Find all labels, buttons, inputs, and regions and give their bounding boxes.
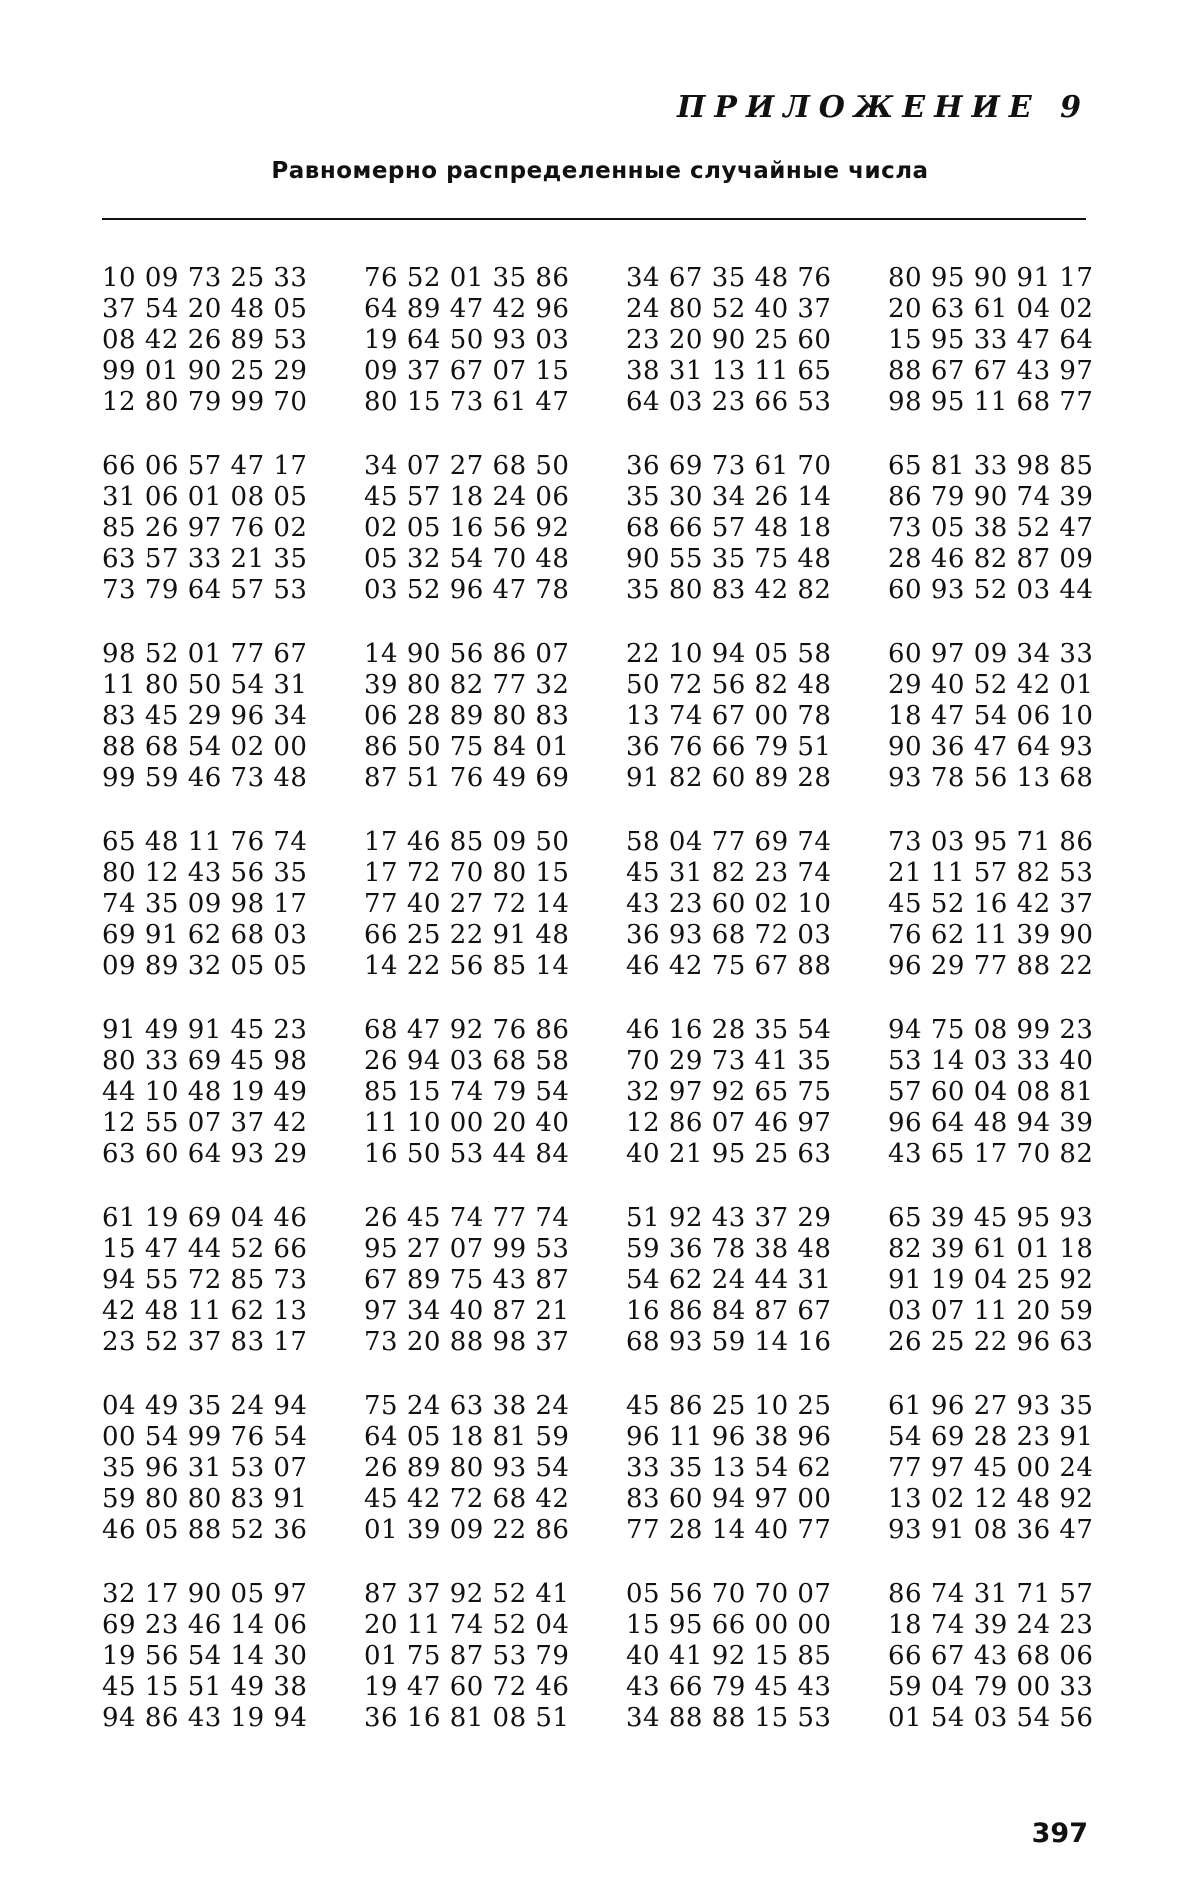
number-row: 94 55 72 85 73	[102, 1265, 308, 1295]
number-block	[364, 451, 626, 639]
number-block	[888, 1015, 1150, 1203]
number-row: 05 56 70 70 07	[626, 1579, 832, 1609]
number-row: 44 10 48 19 49	[102, 1077, 308, 1107]
number-row: 34 67 35 48 76	[626, 263, 832, 293]
number-row: 35 96 31 53 07	[102, 1453, 308, 1483]
number-row: 66 67 43 68 06	[888, 1641, 1094, 1671]
number-row: 63 57 33 21 35	[102, 544, 308, 574]
number-row: 68 47 92 76 86	[364, 1015, 570, 1045]
number-row: 01 39 09 22 86	[364, 1515, 570, 1545]
number-row: 69 23 46 14 06	[102, 1610, 308, 1640]
number-row: 88 68 54 02 00	[102, 732, 308, 762]
number-row: 66 25 22 91 48	[364, 920, 570, 950]
number-row: 40 21 95 25 63	[626, 1139, 832, 1169]
number-row: 36 69 73 61 70	[626, 451, 832, 481]
number-row: 34 07 27 68 50	[364, 451, 570, 481]
number-row: 93 78 56 13 68	[888, 763, 1094, 793]
number-row: 05 32 54 70 48	[364, 544, 570, 574]
number-row: 96 11 96 38 96	[626, 1422, 832, 1452]
number-row: 15 95 66 00 00	[626, 1610, 832, 1640]
number-row: 99 01 90 25 29	[102, 356, 308, 386]
row-group	[102, 1015, 1098, 1203]
number-row: 82 39 61 01 18	[888, 1234, 1094, 1264]
number-block	[364, 639, 626, 827]
number-row: 59 04 79 00 33	[888, 1672, 1094, 1702]
number-row: 36 16 81 08 51	[364, 1703, 570, 1733]
number-block	[626, 451, 888, 639]
number-block	[888, 451, 1150, 639]
number-row: 83 45 29 96 34	[102, 701, 308, 731]
number-row: 26 94 03 68 58	[364, 1046, 570, 1076]
random-numbers-table	[102, 263, 1098, 1767]
number-row: 80 15 73 61 47	[364, 387, 570, 417]
number-row: 70 29 73 41 35	[626, 1046, 832, 1076]
number-row: 26 25 22 96 63	[888, 1327, 1094, 1357]
number-block	[102, 827, 364, 1015]
number-block	[364, 1579, 626, 1767]
number-row: 75 24 63 38 24	[364, 1391, 570, 1421]
number-row: 69 91 62 68 03	[102, 920, 308, 950]
number-row: 18 47 54 06 10	[888, 701, 1094, 731]
number-row: 64 89 47 42 96	[364, 294, 570, 324]
number-row: 11 80 50 54 31	[102, 670, 308, 700]
number-row: 46 16 28 35 54	[626, 1015, 832, 1045]
number-block	[626, 827, 888, 1015]
number-block	[888, 1391, 1150, 1579]
number-row: 99 59 46 73 48	[102, 763, 308, 793]
number-row: 85 26 97 76 02	[102, 513, 308, 543]
number-row: 15 47 44 52 66	[102, 1234, 308, 1264]
number-row: 86 79 90 74 39	[888, 482, 1094, 512]
number-row: 60 93 52 03 44	[888, 575, 1094, 605]
number-block	[364, 1391, 626, 1579]
number-row: 19 47 60 72 46	[364, 1672, 570, 1702]
number-row: 36 93 68 72 03	[626, 920, 832, 950]
number-row: 87 37 92 52 41	[364, 1579, 570, 1609]
number-row: 45 42 72 68 42	[364, 1484, 570, 1514]
number-row: 34 88 88 15 53	[626, 1703, 832, 1733]
row-group	[102, 263, 1098, 451]
number-row: 37 54 20 48 05	[102, 294, 308, 324]
number-row: 23 20 90 25 60	[626, 325, 832, 355]
number-row: 73 79 64 57 53	[102, 575, 308, 605]
number-row: 43 66 79 45 43	[626, 1672, 832, 1702]
number-block	[626, 1391, 888, 1579]
number-row: 11 10 00 20 40	[364, 1108, 570, 1138]
number-row: 00 54 99 76 54	[102, 1422, 308, 1452]
number-block	[888, 827, 1150, 1015]
number-row: 51 92 43 37 29	[626, 1203, 832, 1233]
number-block	[888, 263, 1150, 451]
number-row: 57 60 04 08 81	[888, 1077, 1094, 1107]
number-row: 54 62 24 44 31	[626, 1265, 832, 1295]
number-row: 88 67 67 43 97	[888, 356, 1094, 386]
number-block	[364, 827, 626, 1015]
number-row: 06 28 89 80 83	[364, 701, 570, 731]
number-row: 65 39 45 95 93	[888, 1203, 1094, 1233]
number-row: 98 52 01 77 67	[102, 639, 308, 669]
number-row: 91 19 04 25 92	[888, 1265, 1094, 1295]
number-row: 68 93 59 14 16	[626, 1327, 832, 1357]
number-row: 13 02 12 48 92	[888, 1484, 1094, 1514]
number-row: 76 62 11 39 90	[888, 920, 1094, 950]
number-row: 45 31 82 23 74	[626, 858, 832, 888]
number-row: 60 97 09 34 33	[888, 639, 1094, 669]
number-row: 45 57 18 24 06	[364, 482, 570, 512]
number-row: 19 56 54 14 30	[102, 1641, 308, 1671]
number-row: 08 42 26 89 53	[102, 325, 308, 355]
page-number: 397	[1031, 1818, 1088, 1849]
number-row: 45 86 25 10 25	[626, 1391, 832, 1421]
number-row: 74 35 09 98 17	[102, 889, 308, 919]
number-row: 22 10 94 05 58	[626, 639, 832, 669]
number-row: 29 40 52 42 01	[888, 670, 1094, 700]
appendix-label: ПРИЛОЖЕНИЕ 9	[676, 90, 1090, 125]
row-group	[102, 1203, 1098, 1391]
number-row: 77 40 27 72 14	[364, 889, 570, 919]
number-row: 14 90 56 86 07	[364, 639, 570, 669]
number-row: 77 97 45 00 24	[888, 1453, 1094, 1483]
number-row: 26 45 74 77 74	[364, 1203, 570, 1233]
number-row: 46 05 88 52 36	[102, 1515, 308, 1545]
number-row: 45 15 51 49 38	[102, 1672, 308, 1702]
number-row: 39 80 82 77 32	[364, 670, 570, 700]
number-row: 80 95 90 91 17	[888, 263, 1094, 293]
number-row: 73 20 88 98 37	[364, 1327, 570, 1357]
number-row: 59 36 78 38 48	[626, 1234, 832, 1264]
number-row: 31 06 01 08 05	[102, 482, 308, 512]
number-row: 17 72 70 80 15	[364, 858, 570, 888]
number-row: 85 15 74 79 54	[364, 1077, 570, 1107]
number-row: 32 17 90 05 97	[102, 1579, 308, 1609]
number-row: 66 06 57 47 17	[102, 451, 308, 481]
number-row: 23 52 37 83 17	[102, 1327, 308, 1357]
number-row: 63 60 64 93 29	[102, 1139, 308, 1169]
number-row: 03 07 11 20 59	[888, 1296, 1094, 1326]
number-row: 18 74 39 24 23	[888, 1610, 1094, 1640]
number-row: 35 30 34 26 14	[626, 482, 832, 512]
number-row: 94 75 08 99 23	[888, 1015, 1094, 1045]
row-group	[102, 827, 1098, 1015]
number-row: 03 52 96 47 78	[364, 575, 570, 605]
row-group	[102, 639, 1098, 827]
page-title: Равномерно распределенные случайные числа	[271, 158, 929, 184]
number-row: 12 80 79 99 70	[102, 387, 308, 417]
number-row: 09 89 32 05 05	[102, 951, 308, 981]
number-row: 26 89 80 93 54	[364, 1453, 570, 1483]
number-row: 86 74 31 71 57	[888, 1579, 1094, 1609]
number-row: 65 81 33 98 85	[888, 451, 1094, 481]
number-block	[888, 639, 1150, 827]
number-row: 61 19 69 04 46	[102, 1203, 308, 1233]
number-block	[102, 639, 364, 827]
number-block	[626, 639, 888, 827]
number-row: 58 04 77 69 74	[626, 827, 832, 857]
number-row: 43 23 60 02 10	[626, 889, 832, 919]
number-row: 77 28 14 40 77	[626, 1515, 832, 1545]
number-block	[888, 1579, 1150, 1767]
number-row: 53 14 03 33 40	[888, 1046, 1094, 1076]
number-row: 28 46 82 87 09	[888, 544, 1094, 574]
number-row: 59 80 80 83 91	[102, 1484, 308, 1514]
number-block	[364, 1203, 626, 1391]
number-row: 87 51 76 49 69	[364, 763, 570, 793]
number-block	[102, 1015, 364, 1203]
number-row: 50 72 56 82 48	[626, 670, 832, 700]
number-row: 65 48 11 76 74	[102, 827, 308, 857]
number-row: 95 27 07 99 53	[364, 1234, 570, 1264]
number-row: 13 74 67 00 78	[626, 701, 832, 731]
number-row: 64 05 18 81 59	[364, 1422, 570, 1452]
number-block	[626, 1203, 888, 1391]
number-row: 46 42 75 67 88	[626, 951, 832, 981]
number-row: 94 86 43 19 94	[102, 1703, 308, 1733]
number-row: 01 54 03 54 56	[888, 1703, 1094, 1733]
number-row: 86 50 75 84 01	[364, 732, 570, 762]
number-row: 40 41 92 15 85	[626, 1641, 832, 1671]
number-row: 90 55 35 75 48	[626, 544, 832, 574]
number-row: 09 37 67 07 15	[364, 356, 570, 386]
number-row: 14 22 56 85 14	[364, 951, 570, 981]
number-row: 91 82 60 89 28	[626, 763, 832, 793]
number-block	[626, 1015, 888, 1203]
number-row: 97 34 40 87 21	[364, 1296, 570, 1326]
number-block	[102, 1391, 364, 1579]
number-row: 64 03 23 66 53	[626, 387, 832, 417]
number-row: 35 80 83 42 82	[626, 575, 832, 605]
number-row: 90 36 47 64 93	[888, 732, 1094, 762]
number-row: 91 49 91 45 23	[102, 1015, 308, 1045]
number-row: 98 95 11 68 77	[888, 387, 1094, 417]
number-block	[102, 263, 364, 451]
row-group	[102, 1579, 1098, 1767]
row-group	[102, 1391, 1098, 1579]
number-row: 20 11 74 52 04	[364, 1610, 570, 1640]
number-row: 16 86 84 87 67	[626, 1296, 832, 1326]
number-block	[364, 1015, 626, 1203]
number-row: 17 46 85 09 50	[364, 827, 570, 857]
number-block	[102, 1579, 364, 1767]
number-row: 80 33 69 45 98	[102, 1046, 308, 1076]
number-block	[626, 263, 888, 451]
number-row: 36 76 66 79 51	[626, 732, 832, 762]
number-block	[888, 1203, 1150, 1391]
number-row: 42 48 11 62 13	[102, 1296, 308, 1326]
number-block	[626, 1579, 888, 1767]
number-row: 76 52 01 35 86	[364, 263, 570, 293]
number-row: 33 35 13 54 62	[626, 1453, 832, 1483]
number-block	[102, 451, 364, 639]
number-row: 54 69 28 23 91	[888, 1422, 1094, 1452]
number-row: 01 75 87 53 79	[364, 1641, 570, 1671]
number-row: 04 49 35 24 94	[102, 1391, 308, 1421]
header-rule	[102, 218, 1086, 220]
number-row: 45 52 16 42 37	[888, 889, 1094, 919]
number-row: 73 05 38 52 47	[888, 513, 1094, 543]
number-row: 24 80 52 40 37	[626, 294, 832, 324]
number-row: 02 05 16 56 92	[364, 513, 570, 543]
number-block	[102, 1203, 364, 1391]
number-row: 32 97 92 65 75	[626, 1077, 832, 1107]
number-row: 80 12 43 56 35	[102, 858, 308, 888]
number-row: 61 96 27 93 35	[888, 1391, 1094, 1421]
number-row: 20 63 61 04 02	[888, 294, 1094, 324]
number-row: 38 31 13 11 65	[626, 356, 832, 386]
number-row: 43 65 17 70 82	[888, 1139, 1094, 1169]
number-row: 68 66 57 48 18	[626, 513, 832, 543]
number-row: 96 29 77 88 22	[888, 951, 1094, 981]
number-row: 16 50 53 44 84	[364, 1139, 570, 1169]
number-row: 10 09 73 25 33	[102, 263, 308, 293]
number-row: 21 11 57 82 53	[888, 858, 1094, 888]
number-row: 67 89 75 43 87	[364, 1265, 570, 1295]
row-group	[102, 451, 1098, 639]
number-row: 83 60 94 97 00	[626, 1484, 832, 1514]
number-row: 96 64 48 94 39	[888, 1108, 1094, 1138]
number-block	[364, 263, 626, 451]
number-row: 73 03 95 71 86	[888, 827, 1094, 857]
number-row: 19 64 50 93 03	[364, 325, 570, 355]
number-row: 15 95 33 47 64	[888, 325, 1094, 355]
number-row: 12 55 07 37 42	[102, 1108, 308, 1138]
number-row: 93 91 08 36 47	[888, 1515, 1094, 1545]
number-row: 12 86 07 46 97	[626, 1108, 832, 1138]
